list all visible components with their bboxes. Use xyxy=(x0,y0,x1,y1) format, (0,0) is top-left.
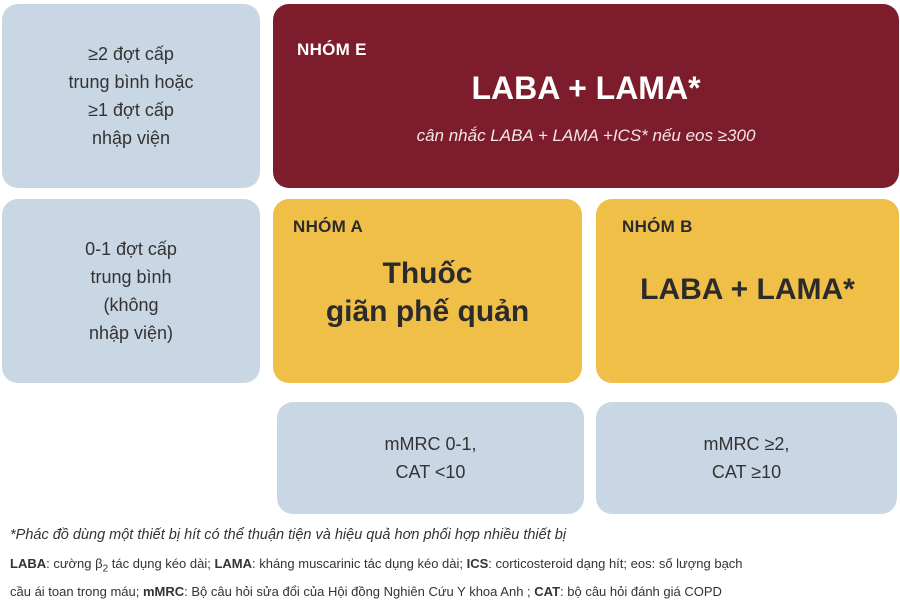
footnote-abbreviations xyxy=(10,553,892,603)
abbr-laba-def-rest: tác dụng kéo dài; xyxy=(108,556,215,571)
group-a-name: NHÓM A xyxy=(293,217,364,236)
abbr-lama: LAMA xyxy=(214,556,252,571)
abbr-ics: ICS xyxy=(466,556,489,571)
column-label-high-symptoms xyxy=(596,402,897,514)
abbr-cat: CAT xyxy=(534,583,561,599)
column-label-high-symptoms-text: mMRC ≥2, CAT ≥10 xyxy=(703,434,790,482)
abbr-lama-def: : kháng muscarinic tác dụng kéo dài; xyxy=(251,556,467,571)
abbr-cat-def: : bộ câu hỏi đánh giá COPD xyxy=(560,583,722,599)
abbr-laba-subscript: 2 xyxy=(102,563,109,575)
group-b-box xyxy=(596,199,899,383)
group-b-therapy: LABA + LAMA* xyxy=(640,273,855,306)
footnote-single-device: *Phác đồ dùng một thiết bị hít có thể thuận tiện và hiệu quả hơn phối hợp nhiều thiết bị xyxy=(10,527,567,543)
row-label-low-exacerbation-text: 0-1 đợt cấp trung bình (không nhập viện) xyxy=(85,239,177,343)
abbr-mmrc: mMRC xyxy=(142,583,185,599)
group-a-therapy-line1: Thuốc xyxy=(382,257,473,290)
abbr-laba: LABA xyxy=(10,556,47,571)
group-e-name: NHÓM E xyxy=(297,40,367,59)
group-a-box xyxy=(273,199,582,383)
abbr-eos-def-cont: cầu ái toan trong máu; xyxy=(10,583,143,599)
row-label-low-exacerbation xyxy=(2,199,260,383)
abbr-ics-def: : corticosteroid dạng hít; eos: số lượng bạch xyxy=(488,556,743,571)
row-label-high-exacerbation xyxy=(2,4,260,188)
group-e-therapy: LABA + LAMA* xyxy=(471,70,701,106)
column-label-low-symptoms-text: mMRC 0-1, CAT <10 xyxy=(384,434,477,482)
row-label-high-exacerbation-text: ≥2 đợt cấp trung bình hoặc ≥1 đợt cấp nhập viện xyxy=(68,44,194,148)
group-e-note: cân nhắc LABA + LAMA +ICS* nếu eos ≥300 xyxy=(416,126,756,145)
abbr-laba-def: : cường β xyxy=(46,556,103,571)
group-e-box xyxy=(273,4,899,188)
abbr-mmrc-def: : Bộ câu hỏi sửa đổi của Hội đồng Nghiên Cứu Y khoa Anh ; xyxy=(184,583,535,599)
column-label-low-symptoms xyxy=(277,402,584,514)
group-a-therapy-line2: giãn phế quản xyxy=(325,295,530,328)
group-b-name: NHÓM B xyxy=(622,217,693,236)
